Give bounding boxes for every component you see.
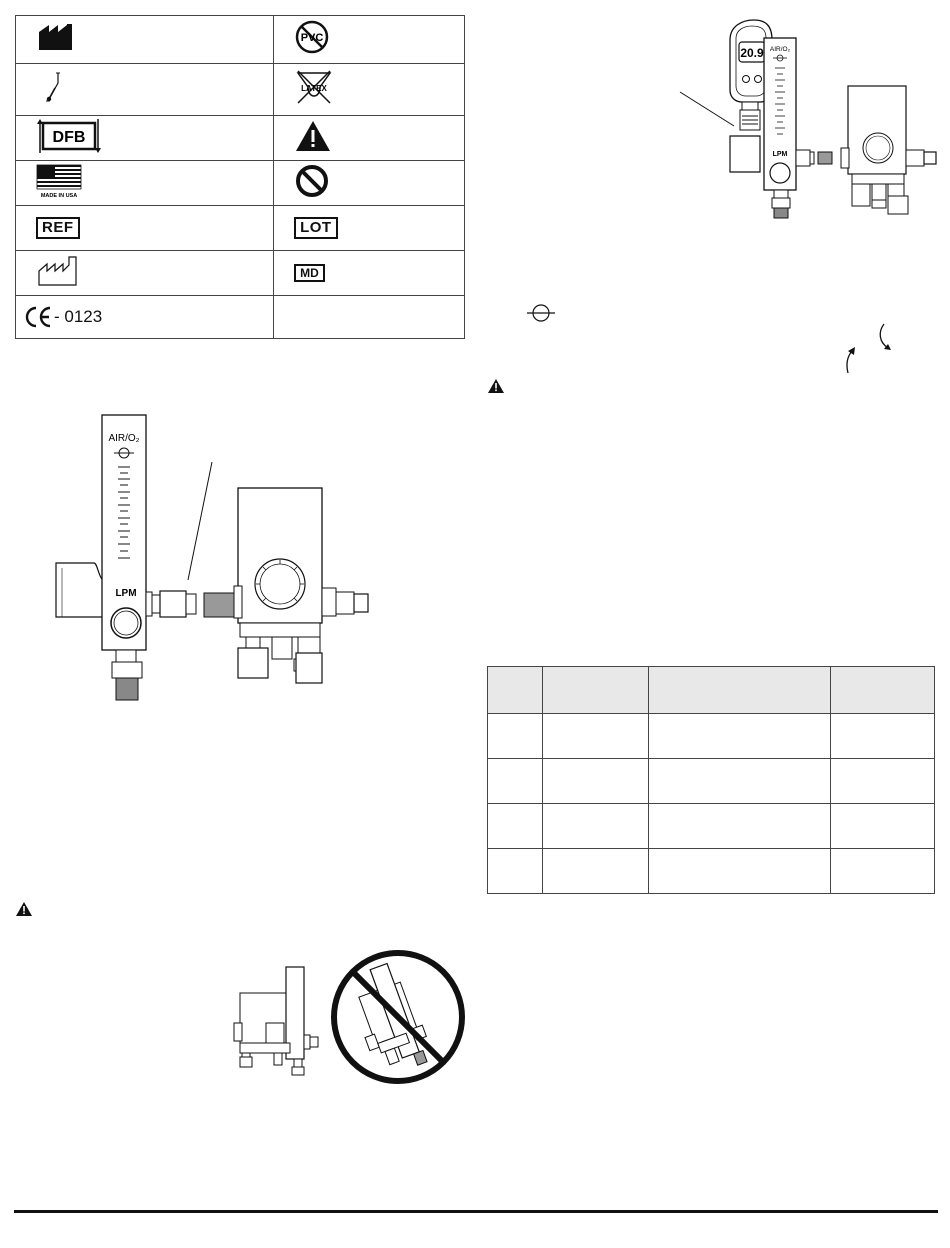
temperature-limit-icon — [36, 69, 76, 105]
md-icon: MD — [294, 264, 325, 282]
table-cell — [543, 759, 649, 804]
dfb-icon — [36, 117, 102, 155]
ce-number: - 0123 — [54, 307, 103, 326]
pvc-text: PVC — [300, 32, 324, 44]
table-cell — [649, 714, 831, 759]
table-cell — [543, 849, 649, 894]
table-cell — [649, 804, 831, 849]
ce-mark-icon — [24, 305, 54, 329]
no-latex-icon — [294, 69, 334, 105]
symbol-cell — [16, 206, 274, 251]
table-cell — [543, 714, 649, 759]
caution-icon — [294, 119, 332, 153]
mounting-orientation-figure — [228, 945, 468, 1090]
analyzer-assembly-figure — [676, 18, 946, 223]
ref-icon: REF — [36, 217, 80, 239]
symbol-cell — [274, 251, 465, 296]
table-cell — [831, 714, 935, 759]
symbols-table — [15, 15, 465, 339]
table-cell — [649, 667, 831, 714]
symbol-cell — [274, 161, 465, 206]
flowmeter-lpm-label: LPM — [115, 588, 137, 599]
table-cell — [488, 714, 543, 759]
table-cell — [488, 849, 543, 894]
table-cell — [488, 759, 543, 804]
symbol-cell — [274, 64, 465, 116]
analyzer-display-value: 20.9 — [740, 46, 764, 60]
manufacturer-icon — [36, 22, 76, 52]
table-row — [488, 714, 935, 759]
analyzer-flowmeter-lpm-label: LPM — [772, 151, 788, 158]
symbol-cell — [16, 251, 274, 296]
table-row — [488, 759, 935, 804]
symbol-cell — [274, 206, 465, 251]
table-cell — [831, 667, 935, 714]
table-cell — [488, 667, 543, 714]
symbol-cell — [16, 64, 274, 116]
symbol-cell-empty — [274, 296, 465, 339]
table-cell — [831, 759, 935, 804]
symbol-cell — [16, 116, 274, 161]
warning-icon — [487, 378, 505, 394]
table-cell — [649, 849, 831, 894]
table-cell — [543, 667, 649, 714]
flowmeter-scale-label: AIR/O₂ — [108, 433, 140, 444]
footer-divider — [14, 1210, 938, 1213]
analyzer-flowmeter-scale-label: AIR/O₂ — [769, 46, 791, 53]
symbol-cell — [274, 116, 465, 161]
table-row — [488, 849, 935, 894]
date-of-manufacture-icon — [36, 255, 80, 287]
rotate-counterclockwise-arrow-icon — [838, 345, 858, 375]
do-not-icon — [294, 163, 330, 199]
us-flag-icon — [36, 164, 82, 198]
made-in-usa-text: MADE IN USA — [40, 192, 78, 198]
table-cell — [543, 804, 649, 849]
rotate-clockwise-arrow-icon — [876, 322, 896, 352]
dfb-text: DFB — [52, 128, 86, 146]
warning-icon — [15, 901, 33, 917]
lot-icon: LOT — [294, 217, 338, 239]
table-header-row — [488, 667, 935, 714]
table-cell — [649, 759, 831, 804]
table-cell — [831, 804, 935, 849]
table-cell — [488, 804, 543, 849]
incorrect-mounting-drawing — [334, 953, 462, 1081]
table-row — [488, 804, 935, 849]
symbol-cell — [16, 296, 274, 339]
symbol-cell — [16, 161, 274, 206]
flowmeter-assembly-figure — [50, 410, 380, 705]
table-cell — [831, 849, 935, 894]
specifications-table — [487, 666, 935, 894]
zero-symbol-icon — [526, 302, 556, 324]
symbol-cell — [16, 16, 274, 64]
symbol-cell — [274, 16, 465, 64]
latex-text: LATEX — [301, 84, 327, 93]
no-pvc-icon — [294, 19, 330, 55]
correct-mounting-drawing — [234, 967, 318, 1075]
